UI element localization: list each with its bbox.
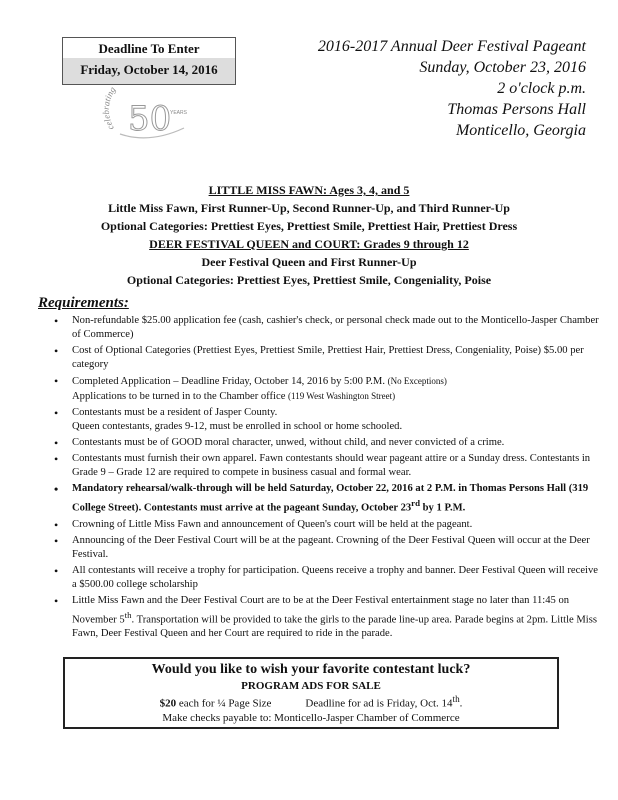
requirement-item-rehearsal: • Mandatory rehearsal/walk-through will be held Saturday, October 22, 2016 at 2 P.M. in Thomas Persons Hall (319 College Street). Contestants must arrive at the pageant Sunday, October 23rd by 1 P.M. — [72, 482, 604, 516]
queen-optional-categories: Optional Categories: Prettiest Eyes, Prettiest Smile, Congeniality, Poise — [126, 273, 492, 287]
event-city: Monticello, Georgia — [455, 122, 586, 139]
deadline-label: Deadline To Enter — [63, 38, 235, 58]
logo-celebrating-text: celebrating — [100, 84, 118, 132]
event-title: 2016-2017 Annual Deer Festival Pageant — [317, 38, 586, 55]
queen-heading: DEER FESTIVAL QUEEN and COURT: Grades 9 through 12 — [149, 237, 469, 251]
deadline-date: Friday, October 14, 2016 — [63, 58, 235, 84]
requirement-item: • Announcing of the Deer Festival Court will be at the pageant. Crowning of the Deer Festival Queen will occur at the Deer Festival. — [72, 534, 604, 562]
requirements-heading: Requirements: — [38, 295, 129, 311]
requirement-item: • Cost of Optional Categories (Prettiest Eyes, Prettiest Smile, Prettiest Hair, Prettiest Dress, Congeniality, Poise) $5.00 per category — [72, 344, 604, 372]
requirement-item: • Contestants must be a resident of Jasper County. Queen contestants, grades 9-12, must be enrolled in school or home schooled. — [72, 406, 604, 434]
celebrating-50-years-logo — [100, 68, 220, 148]
program-ads-box — [63, 657, 559, 729]
ads-title: PROGRAM ADS FOR SALE — [241, 680, 381, 692]
requirement-item: • All contestants will receive a trophy for participation. Queens receive a trophy and banner. Deer Festival Queen will receive a $500.00 college scholarship — [72, 564, 604, 592]
ads-price-amount: $20 — [159, 697, 177, 710]
event-time: 2 o'clock p.m. — [497, 80, 586, 97]
requirement-item: • Crowning of Little Miss Fawn and announcement of Queen's court will be held at the pageant. — [72, 518, 604, 532]
requirement-item: • Contestants must be of GOOD moral character, unwed, without child, and never convicted of a crime. — [72, 436, 604, 450]
requirement-item: • Non-refundable $25.00 application fee (cash, cashier's check, or personal check made out to the Monticello-Jasper Chamber of Commerce) — [72, 314, 604, 342]
requirement-item: • Contestants must furnish their own apparel. Fawn contestants should wear pageant attire or a Sunday dress. Contestants in Grade 9 – Grade 12 are required to compete in business casual and formal wear. — [72, 452, 604, 480]
event-date: Sunday, October 23, 2016 — [419, 59, 586, 76]
requirement-item: • Completed Application – Deadline Friday, October 14, 2016 by 5:00 P.M. (No Exceptions) Applications to be turned in to the Chamber office (119 West Washington Street) — [72, 374, 604, 404]
svg-text:celebrating — [101, 84, 118, 132]
categories-section — [0, 181, 618, 289]
fawn-heading: LITTLE MISS FAWN: Ages 3, 4, and 5 — [208, 183, 410, 197]
ads-question: Would you like to wish your favorite contestant luck? — [151, 662, 471, 677]
requirement-item: • Little Miss Fawn and the Deer Festival Court are to be at the Deer Festival entertainment stage no later than 11:45 on November 5th. Transportation will be provided to take the girls to the parade line-up area. Parade begins at 2pm. Little Miss Fawn, Deer Festival Queen and her Court are required to ride in the parade. — [72, 594, 604, 642]
fawn-optional-categories: Optional Categories: Prettiest Eyes, Prettiest Smile, Prettiest Hair, Prettiest Dress — [100, 219, 518, 233]
event-header — [276, 36, 586, 141]
fawn-awards: Little Miss Fawn, First Runner-Up, Second Runner-Up, and Third Runner-Up — [108, 201, 510, 215]
logo-years-text: YEARS — [170, 110, 187, 116]
event-venue: Thomas Persons Hall — [447, 101, 586, 118]
ads-deadline: Deadline for ad is Friday, Oct. 14 — [305, 697, 453, 710]
queen-awards: Deer Festival Queen and First Runner-Up — [201, 255, 417, 269]
ads-price-line: $20 each for ¼ Page Size Deadline for ad is Friday, Oct. 14th. — [159, 694, 463, 710]
logo-number: 50 — [128, 99, 172, 139]
ads-checks-payable: Make checks payable to: Monticello-Jasper Chamber of Commerce — [162, 711, 460, 724]
requirements-list — [52, 314, 604, 643]
